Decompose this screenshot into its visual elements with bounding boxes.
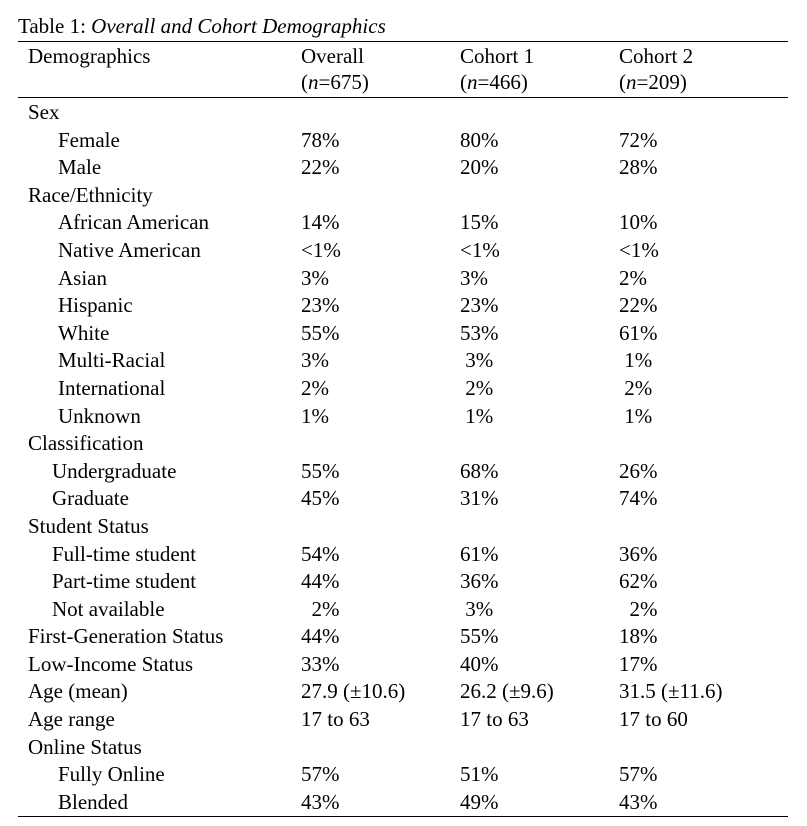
- row-label: Male: [58, 155, 102, 180]
- table-top-rule: [18, 41, 788, 42]
- cell-cohort-1: 55%: [460, 624, 499, 649]
- cell-overall: 55%: [301, 320, 340, 345]
- table-row: [0, 182, 807, 210]
- header-cohort-2: [619, 43, 693, 95]
- table-row: [0, 651, 807, 679]
- table-row: [0, 209, 807, 237]
- cell-cohort-2: 17 to 60: [619, 707, 688, 732]
- table-row: [0, 265, 807, 293]
- table-row: [0, 734, 807, 762]
- table-row: [0, 596, 807, 624]
- cell-cohort-2: 74%: [619, 486, 658, 511]
- cell-overall: 3%: [301, 265, 329, 290]
- row-label: Undergraduate: [52, 458, 177, 483]
- cell-cohort-2: 26%: [619, 458, 658, 483]
- row-label: Native American: [58, 237, 201, 262]
- table-row: [0, 541, 807, 569]
- row-label: Not available: [52, 596, 165, 621]
- row-label: Student Status: [28, 513, 149, 538]
- cell-cohort-2: 2%: [619, 265, 647, 290]
- header-cohort-1-name: Cohort 1: [460, 44, 535, 68]
- cell-cohort-1: 51%: [460, 762, 499, 787]
- row-label: Asian: [58, 265, 107, 290]
- row-label: Sex: [28, 100, 60, 124]
- table-row: [0, 403, 807, 431]
- table-caption-title: Overall and Cohort Demographics: [91, 14, 386, 38]
- cell-overall: 33%: [301, 651, 340, 676]
- cell-overall: 44%: [301, 624, 340, 649]
- cell-cohort-1: 3%: [460, 265, 488, 290]
- row-label: Race/Ethnicity: [28, 182, 153, 207]
- table-row: [0, 485, 807, 513]
- cell-cohort-2: 57%: [619, 762, 658, 787]
- cell-cohort-1: 2%: [460, 375, 494, 400]
- row-label: First-Generation Status: [28, 624, 224, 649]
- row-label: Hispanic: [58, 293, 133, 318]
- table-row: [0, 99, 807, 127]
- cell-cohort-2: 62%: [619, 569, 658, 594]
- table-row: [0, 706, 807, 734]
- header-overall-name: Overall: [301, 44, 364, 68]
- cell-overall: 55%: [301, 458, 340, 483]
- table-row: [0, 678, 807, 706]
- table-row: [0, 789, 807, 817]
- header-cohort-1-n: (n=466): [460, 70, 528, 94]
- cell-cohort-1: 53%: [460, 320, 499, 345]
- row-label: Age range: [28, 707, 115, 732]
- header-overall-n: (n=675): [301, 70, 369, 94]
- table-row: [0, 513, 807, 541]
- cell-overall: 54%: [301, 541, 340, 566]
- row-label: Female: [58, 127, 120, 152]
- cell-overall: 2%: [301, 375, 329, 400]
- cell-overall: 27.9 (±10.6): [301, 679, 406, 704]
- row-label: Unknown: [58, 403, 141, 428]
- cell-cohort-1: 49%: [460, 789, 499, 814]
- row-label: Part-time student: [52, 569, 197, 594]
- cell-cohort-2: 1%: [619, 403, 653, 428]
- row-label: Low-Income Status: [28, 651, 194, 676]
- cell-cohort-1: 40%: [460, 651, 499, 676]
- cell-cohort-1: 15%: [460, 210, 499, 235]
- cell-cohort-2: <1%: [619, 237, 659, 262]
- table-row: [0, 568, 807, 596]
- header-demographics: Demographics: [28, 44, 151, 68]
- row-label: Multi-Racial: [58, 348, 166, 373]
- row-label: Graduate: [52, 486, 129, 511]
- row-label: African American: [58, 210, 210, 235]
- cell-overall: 1%: [301, 403, 329, 428]
- table-row: [0, 375, 807, 403]
- table-row: [0, 761, 807, 789]
- cell-overall: 14%: [301, 210, 340, 235]
- table-row: [0, 292, 807, 320]
- table-row: [0, 127, 807, 155]
- cell-cohort-2: 72%: [619, 127, 658, 152]
- cell-cohort-1: 80%: [460, 127, 499, 152]
- cell-cohort-1: <1%: [460, 237, 500, 262]
- cell-cohort-2: 61%: [619, 320, 658, 345]
- table-caption-label: Table 1:: [18, 14, 86, 38]
- cell-cohort-2: 17%: [619, 651, 658, 676]
- cell-cohort-2: 31.5 (±11.6): [619, 679, 723, 704]
- cell-overall: 57%: [301, 762, 340, 787]
- row-label: Online Status: [28, 734, 142, 759]
- row-label: Age (mean): [28, 679, 128, 704]
- cell-cohort-1: 3%: [460, 348, 494, 373]
- table-header: [0, 43, 807, 97]
- table-row: [0, 430, 807, 458]
- cell-overall: 17 to 63: [301, 707, 370, 732]
- row-label: Fully Online: [58, 762, 165, 787]
- table-row: [0, 458, 807, 486]
- cell-cohort-1: 26.2 (±9.6): [460, 679, 554, 704]
- cell-cohort-2: 2%: [619, 375, 653, 400]
- cell-cohort-2: 28%: [619, 155, 658, 180]
- header-cohort-1: [460, 43, 534, 95]
- row-label: Full-time student: [52, 541, 197, 566]
- cell-overall: 44%: [301, 569, 340, 594]
- cell-overall: 45%: [301, 486, 340, 511]
- cell-cohort-2: 43%: [619, 789, 658, 814]
- row-label: Blended: [58, 789, 128, 814]
- table-row: [0, 154, 807, 182]
- row-label: White: [58, 320, 110, 345]
- cell-cohort-2: 36%: [619, 541, 658, 566]
- header-cohort-2-n: (n=209): [619, 70, 687, 94]
- cell-cohort-2: 10%: [619, 210, 658, 235]
- cell-overall: <1%: [301, 237, 341, 262]
- table-caption: [18, 13, 386, 39]
- cell-cohort-2: 1%: [619, 348, 653, 373]
- cell-cohort-1: 17 to 63: [460, 707, 529, 732]
- cell-cohort-1: 1%: [460, 403, 494, 428]
- table-body: [0, 99, 807, 816]
- table-row: [0, 237, 807, 265]
- cell-cohort-1: 23%: [460, 293, 499, 318]
- table-header-rule: [18, 97, 788, 98]
- cell-cohort-2: 22%: [619, 293, 658, 318]
- row-label: International: [58, 375, 166, 400]
- table-row: [0, 623, 807, 651]
- header-cohort-2-name: Cohort 2: [619, 44, 694, 68]
- table-row: [0, 347, 807, 375]
- cell-overall: 43%: [301, 789, 340, 814]
- cell-overall: 78%: [301, 127, 340, 152]
- table-row: [0, 320, 807, 348]
- cell-overall: 23%: [301, 293, 340, 318]
- cell-overall: 3%: [301, 348, 329, 373]
- cell-cohort-1: 20%: [460, 155, 499, 180]
- row-label: Classification: [28, 431, 144, 456]
- cell-cohort-1: 61%: [460, 541, 499, 566]
- cell-cohort-1: 3%: [460, 596, 494, 621]
- cell-cohort-1: 31%: [460, 486, 499, 511]
- cell-cohort-2: 18%: [619, 624, 658, 649]
- cell-overall: 2%: [301, 596, 340, 621]
- cell-cohort-1: 36%: [460, 569, 499, 594]
- cell-cohort-2: 2%: [619, 596, 658, 621]
- table-bottom-rule: [18, 816, 788, 817]
- header-overall: [301, 43, 369, 95]
- cell-cohort-1: 68%: [460, 458, 499, 483]
- cell-overall: 22%: [301, 155, 340, 180]
